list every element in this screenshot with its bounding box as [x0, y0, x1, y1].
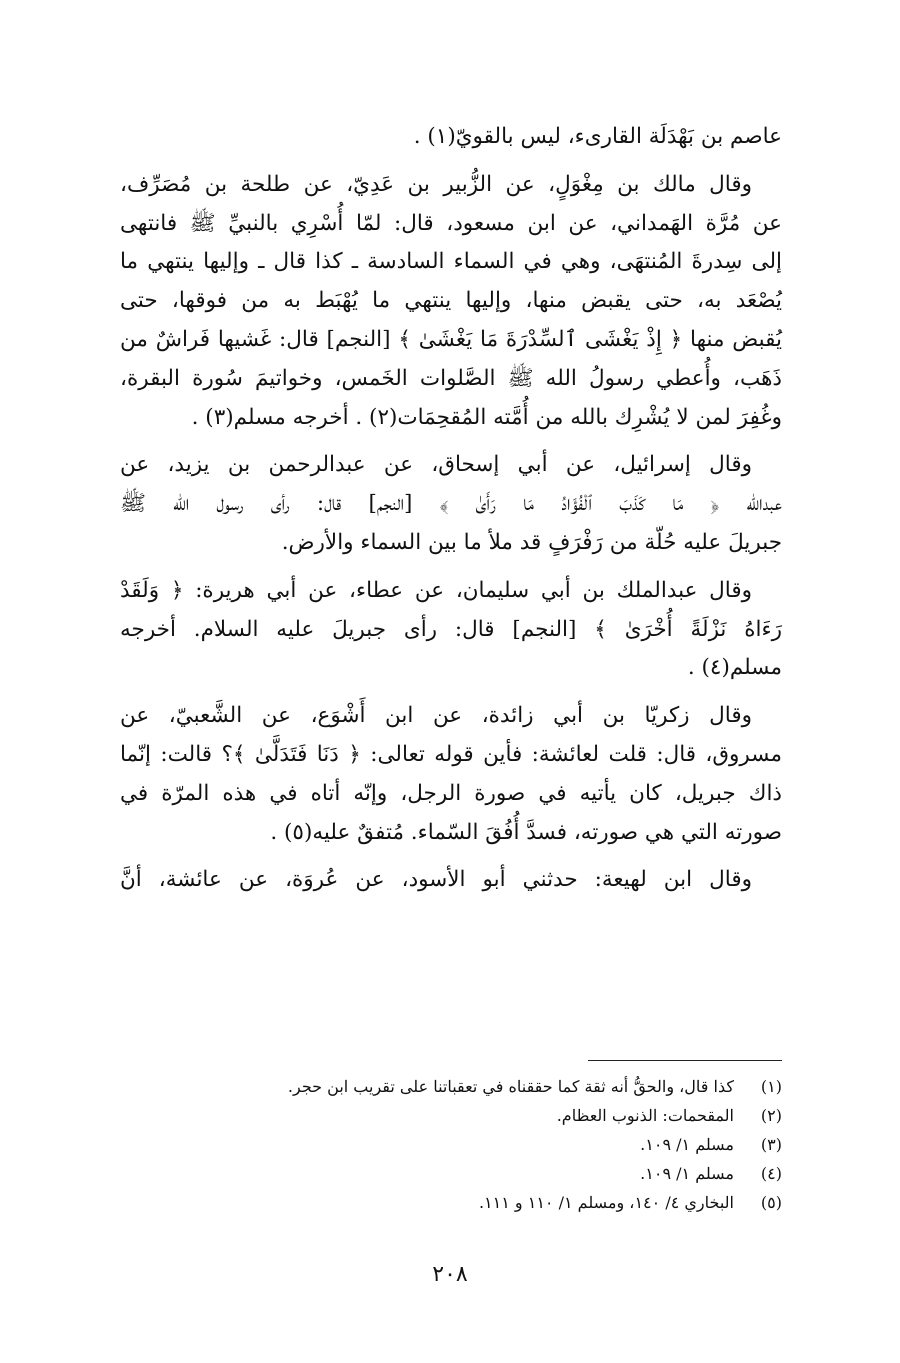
main-text: [120, 118, 782, 909]
footnote-2: [140, 1101, 782, 1130]
text-line: وقال إسرائيل، عن أبي إسحاق، عن عبدالرحمن بن يزيد، عن: [120, 452, 752, 478]
paragraph-4: [120, 572, 782, 688]
footnote-text: البخاري ٤/ ١٤٠، ومسلم ١/ ١١٠ و ١١١.: [478, 1193, 734, 1212]
text-line: مسروق، قال: قلت لعائشة: فأين قوله تعالى: ﴿ دَنَا فَتَدَلَّىٰ ﴾؟ قالت: إنّما: [120, 741, 782, 767]
footnote-number: (٢): [760, 1106, 782, 1125]
footnote-4: [140, 1159, 782, 1188]
footnote-text: كذا قال، والحقُّ أنه ثقة كما حققناه في تعقباتنا على تقريب ابن حجر.: [287, 1077, 734, 1096]
text-line: ذَهَب، وأُعطي رسولُ الله ﷺ الصَّلوات الخَمس، وخواتيمَ سُورة البقرة،: [120, 365, 782, 391]
text-line: يُصْعَد به، حتى يقبض منها، وإليها ينتهي ما يُهْبَط به من فوقها، حتى: [120, 288, 782, 314]
footnote-number: (٥): [760, 1193, 782, 1212]
text-line: وقال مالك بن مِغْوَلٍ، عن الزُّبير بن عَدِيّ، عن طلحة بن مُصَرِّف،: [120, 171, 752, 197]
footnote-number: (١): [760, 1077, 782, 1096]
footnote-number: (٤): [760, 1164, 782, 1183]
text-line: عن مُرَّة الهَمداني، عن ابن مسعود، قال: لمّا أُسْرِي بالنبيِّ ﷺ فانتهى: [120, 210, 782, 236]
text-line: وقال زكريّا بن أبي زائدة، عن ابن أَشْوَع، عن الشَّعبيّ، عن: [120, 703, 752, 729]
footnote-text: مسلم ١/ ١٠٩.: [640, 1135, 734, 1154]
text-line: رَءَاهُ نَزْلَةً أُخْرَىٰ ﴾ [النجم] قال: رأى جبريلَ عليه السلام. أخرجه: [120, 616, 782, 642]
footnote-1: [140, 1072, 782, 1101]
page-number: ٢٠٨: [432, 1262, 468, 1287]
text-line: إلى سِدرةَ المُنتهَى، وهي في السماء السادسة ـ كذا قال ـ وإليها ينتهي ما: [120, 249, 782, 275]
footnote-number: (٣): [760, 1135, 782, 1154]
footnote-5: [140, 1188, 782, 1217]
text-line: مسلم(٤) .: [687, 655, 782, 681]
footnotes: [140, 1072, 782, 1217]
text-line: ذاك جبريل، كان يأتيه في صورة الرجل، وإنّه أتاه في هذه المرّة في: [120, 780, 782, 806]
footnote-divider: [588, 1060, 782, 1061]
paragraph-2: [120, 166, 782, 438]
text-line: صورته التي هي صورته، فسدَّ أُفُقَ السّماء. مُتفقٌ عليه(٥) .: [270, 819, 782, 845]
text-line: وغُفِرَ لمن لا يُشْرِك بالله من أُمَّته المُقحِمَات(٢) . أخرجه مسلم(٣) .: [191, 404, 782, 430]
paragraph-3: [120, 446, 782, 562]
footnote-text: المقحمات: الذنوب العظام.: [556, 1106, 734, 1125]
text-line: وقال عبدالملك بن أبي سليمان، عن عطاء، عن أبي هريرة: ﴿ وَلَقَدْ: [120, 577, 752, 603]
text-line: وقال ابن لهيعة: حدثني أبو الأسود، عن عُروَة، عن عائشة، أنَّ: [120, 867, 752, 893]
text-line: عبدالله ﴿ مَا كَذَبَ ٱلْفُؤَادُ مَا رَأَىٰ ﴾ [النجم] قال: رأى رسول الله ﷺ: [120, 491, 782, 517]
paragraph-1: [120, 118, 782, 157]
text-line: جبريلَ عليه حُلّة من رَفْرَفٍ قد ملأ ما بين السماء والأرض.: [281, 529, 782, 555]
paragraph-6: [120, 861, 782, 900]
text-line: يُقبض منها ﴿ إِذْ يَغْشَى ٱلسِّدْرَةَ مَا يَغْشَىٰ ﴾ [النجم] قال: غَشيها فَراشٌ من: [120, 326, 782, 352]
paragraph-5: [120, 697, 782, 852]
footnote-3: [140, 1130, 782, 1159]
footnote-text: مسلم ١/ ١٠٩.: [640, 1164, 734, 1183]
text-line: عاصم بن بَهْدَلَة القارىء، ليس بالقويّ(١) .: [413, 124, 782, 149]
